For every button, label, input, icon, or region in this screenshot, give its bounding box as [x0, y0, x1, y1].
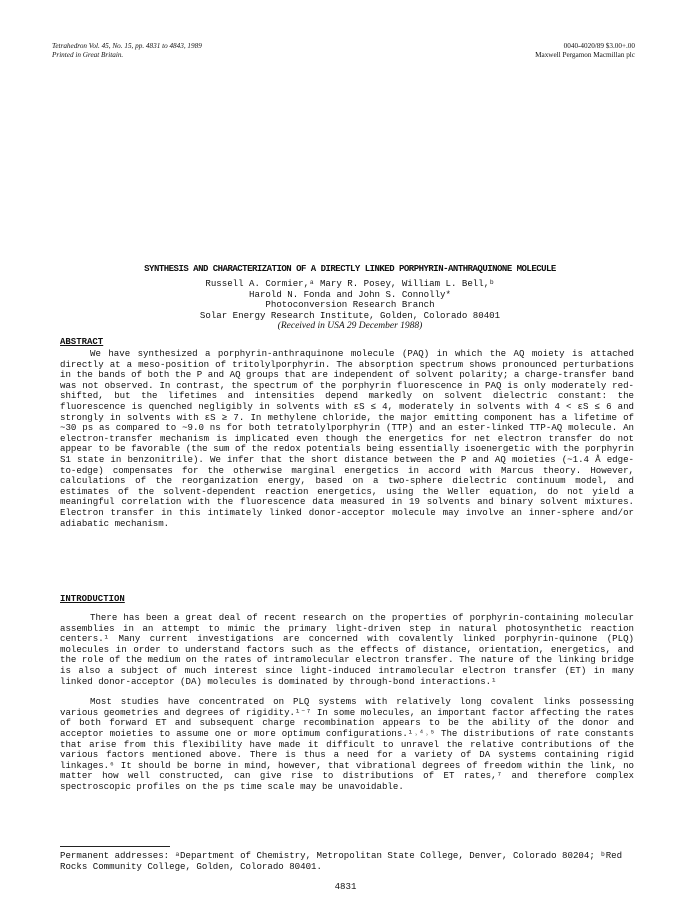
- introduction-body: [60, 613, 634, 793]
- intro-paragraph: There has been a great deal of recent research on the properties of porphyrin-containing molecular assemblies in an attempt to mimic the primary light-driven step in natural photosynthetic reaction centers.¹ Many current investigations are concerned with covalently linked porphyrin-quinone (PLQ) molecules in order to understand factors such as the effects of distance, orientation, energetics, and the role of the medium on the rates of intramolecular electron transfer. The nature of the linking bridge is also a subject of much interest since light-induced intramolecular electron transfer (ET) in many linked donor-acceptor (DA) molecules is dominated by through-bond interactions.¹: [60, 612, 634, 687]
- footnote-addresses: Permanent addresses: ᵃDepartment of Chemistry, Metropolitan State College, Denver, Colorado 80204; ᵇRed Rocks Community College, Golden, Colorado 80401.: [60, 850, 623, 872]
- footnote-divider: [60, 846, 170, 847]
- issn-price-line: 0040-4020/89 $3.00+.00: [563, 42, 635, 50]
- introduction-heading: INTRODUCTION: [60, 594, 125, 604]
- page-number: 4831: [334, 881, 357, 892]
- journal-citation: [52, 42, 202, 60]
- affiliation-line: Solar Energy Research Institute, Golden, Colorado 80401: [199, 309, 501, 321]
- publisher-line: Maxwell Pergamon Macmillan plc: [535, 51, 635, 59]
- abstract-text: We have synthesized a porphyrin-anthraquinone molecule (PAQ) in which the AQ moiety is attached directly at a meso-position of tritolylporphyrin. The absorption spectrum shows pronounced perturbations in the bands of both the P and AQ groups that are independent of solvent polarity; a charge-transfer band was not observed. In contrast, the spectrum of the porphyrin fluorescence in PAQ is only moderately red-shifted, but the lifetimes and intensities depend markedly on solvent dielectric constant: the fluorescence is quenched negligibly in solvents with εS ≤ 4, moderately in solvents with 4 < εS ≤ 6 and strongly in solvents with εS ≥ 7. In methylene chloride, the major emitting component has a lifetime of ~30 ps as compared to ~9.0 ns for both tetratolylporphyrin (TTP) and an ester-linked TTP-AQ molecule. An electron-transfer mechanism is implicated even though the energetics for net electron transfer do not appear to be favorable (the sum of the redox potentials being essentially isoenergetic with the porphyrin S1 state in benzonitrile). We infer that the short distance between the P and AQ moieties (~1.4 Å edge-to-edge) compensates for the otherwise marginal energetics in accord with Marcus theory. However, calculations of the reorganization energy, based on a two-sphere dielectric continuum model, and estimates of the solvent-dependent reaction energetics, using the Weller equation, do not yield a meaningful correlation with the fluorescence data measured in 19 solvents and binary solvent mixtures. Electron transfer in this intimately linked donor-acceptor molecule may involve an inner-sphere and/or adiabatic mechanism.: [60, 348, 634, 529]
- citation-line: Tetrahedron Vol. 45, No. 15, pp. 4831 to 4843, 1989: [52, 42, 202, 50]
- abstract-heading: ABSTRACT: [60, 337, 104, 347]
- author-line: Russell A. Cormier,ᵃ Mary R. Posey, William L. Bell,ᵇ: [205, 278, 495, 289]
- publisher-info: [535, 42, 635, 60]
- intro-paragraph: Most studies have concentrated on PLQ systems with relatively long covalent links possessing various geometries and degrees of rigidity.¹⁻⁷ In some molecules, an important factor affecting the rates of both forward ET and subsequent charge recombination appears to be the ability of the donor and acceptor moieties to assume one or more optimum configurations.¹˒⁴˒⁵ The distributions of rate constants that arise from this flexibility have made it difficult to unravel the relative contributions of the various factors mentioned above. There is thus a need for a variety of DA systems containing rigid linkages.⁶ It should be borne in mind, however, that vibrational degrees of freedom within the link, no matter how well constructed, can give rise to distributions of ET rates,⁷ and therefore complex spectroscopic profiles on the ps time scale may be unavoidable.: [60, 696, 634, 792]
- received-date: (Received in USA 29 December 1988): [277, 321, 423, 332]
- printed-in-line: Printed in Great Britain.: [52, 51, 124, 59]
- article-title: SYNTHESIS AND CHARACTERIZATION OF A DIRECTLY LINKED PORPHYRIN-ANTHRAQUINONE MOLECULE: [144, 264, 556, 274]
- affiliation-line: Photoconversion Research Branch: [265, 299, 435, 311]
- author-block: [60, 279, 640, 332]
- abstract-body: [60, 349, 634, 529]
- author-line: Harold N. Fonda and John S. Connolly*: [249, 288, 451, 300]
